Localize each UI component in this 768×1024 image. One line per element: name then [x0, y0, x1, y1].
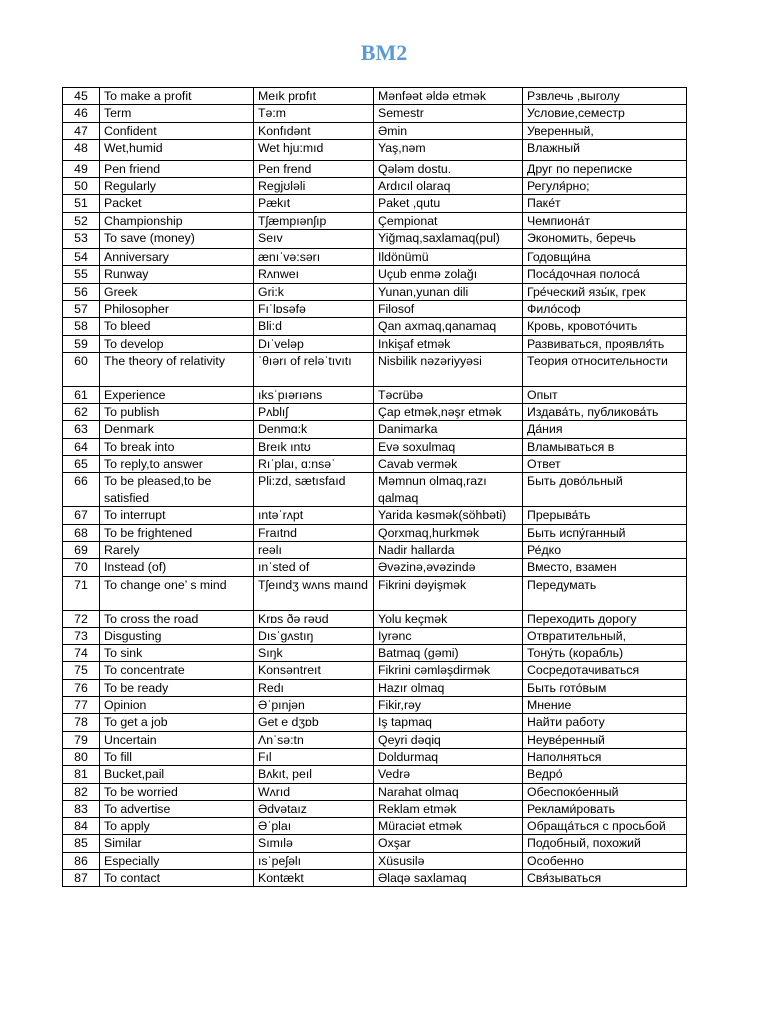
table-row — [63, 645, 687, 662]
azerbaijani-translation-cell: Narahat olmaq — [374, 783, 523, 800]
table-row — [63, 662, 687, 679]
transcription-cell: Pʌblıʃ — [254, 404, 374, 421]
vocabulary-table-body — [63, 88, 687, 887]
russian-translation-cell: Реклами́ровать — [523, 800, 687, 817]
transcription-cell: Denmɑ:k — [254, 421, 374, 438]
azerbaijani-translation-cell: Məmnun olmaq,razı qalmaq — [374, 473, 523, 507]
english-term-cell: Greek — [100, 283, 254, 300]
table-row — [63, 714, 687, 731]
english-term-cell: Denmark — [100, 421, 254, 438]
russian-translation-cell: Передумать — [523, 576, 687, 610]
transcription-cell: Sımılə — [254, 835, 374, 852]
row-number-cell: 68 — [63, 524, 100, 541]
russian-translation-cell: Отвратительный, — [523, 627, 687, 644]
russian-translation-cell: Вместо, взамен — [523, 559, 687, 576]
transcription-cell: ınˈsted of — [254, 559, 374, 576]
row-number-cell: 85 — [63, 835, 100, 852]
row-number-cell: 77 — [63, 697, 100, 714]
row-number-cell: 56 — [63, 283, 100, 300]
row-number-cell: 47 — [63, 122, 100, 139]
row-number-cell: 59 — [63, 335, 100, 352]
table-row — [63, 266, 687, 283]
transcription-cell: Get e dʒɒb — [254, 714, 374, 731]
russian-translation-cell: Развиваться, проявля́ть — [523, 335, 687, 352]
azerbaijani-translation-cell: Cavab vermək — [374, 456, 523, 473]
russian-translation-cell: Гре́ческий язы́к, грек — [523, 283, 687, 300]
azerbaijani-translation-cell: Fikrini cəmləşdirmək — [374, 662, 523, 679]
transcription-cell: ısˈpeʃəlı — [254, 852, 374, 869]
azerbaijani-translation-cell: Əmin — [374, 122, 523, 139]
table-row — [63, 404, 687, 421]
transcription-cell: Wʌrıd — [254, 783, 374, 800]
azerbaijani-translation-cell: Qələm dostu. — [374, 160, 523, 177]
table-row — [63, 783, 687, 800]
transcription-cell: Əˈplaı — [254, 818, 374, 835]
table-row — [63, 300, 687, 317]
english-term-cell: To reply,to answer — [100, 456, 254, 473]
azerbaijani-translation-cell: Əlaqə saxlamaq — [374, 869, 523, 886]
transcription-cell: Seıv — [254, 230, 374, 249]
english-term-cell: To get a job — [100, 714, 254, 731]
azerbaijani-translation-cell: Yarida kəsmək(söhbəti) — [374, 507, 523, 524]
table-row — [63, 697, 687, 714]
row-number-cell: 76 — [63, 679, 100, 696]
transcription-cell: Pækıt — [254, 195, 374, 212]
row-number-cell: 74 — [63, 645, 100, 662]
table-row — [63, 576, 687, 610]
transcription-cell: Fıˈlɒsəfə — [254, 300, 374, 317]
table-row — [63, 627, 687, 644]
transcription-cell: ˈθıərı of reləˈtıvıtı — [254, 352, 374, 386]
english-term-cell: To sink — [100, 645, 254, 662]
english-term-cell: To develop — [100, 335, 254, 352]
azerbaijani-translation-cell: Təcrübə — [374, 386, 523, 403]
table-row — [63, 283, 687, 300]
table-row — [63, 249, 687, 266]
russian-translation-cell: Обраща́ться с просьбой — [523, 818, 687, 835]
table-row — [63, 869, 687, 886]
table-row — [63, 507, 687, 524]
table-row — [63, 818, 687, 835]
russian-translation-cell: Рзвлечь ,выголу — [523, 88, 687, 105]
english-term-cell: Pen friend — [100, 160, 254, 177]
english-term-cell: Regularly — [100, 178, 254, 195]
english-term-cell: To save (money) — [100, 230, 254, 249]
transcription-cell: Redı — [254, 679, 374, 696]
russian-translation-cell: Подобный, похожий — [523, 835, 687, 852]
transcription-cell: Breık ıntʊ — [254, 438, 374, 455]
row-number-cell: 72 — [63, 610, 100, 627]
english-term-cell: To interrupt — [100, 507, 254, 524]
english-term-cell: Philosopher — [100, 300, 254, 317]
row-number-cell: 81 — [63, 766, 100, 783]
azerbaijani-translation-cell: Çap etmək,nəşr etmək — [374, 404, 523, 421]
english-term-cell: Term — [100, 105, 254, 122]
russian-translation-cell: Теория относительности — [523, 352, 687, 386]
azerbaijani-translation-cell: Danimarka — [374, 421, 523, 438]
row-number-cell: 78 — [63, 714, 100, 731]
transcription-cell: Konsəntreıt — [254, 662, 374, 679]
english-term-cell: Rarely — [100, 541, 254, 558]
row-number-cell: 55 — [63, 266, 100, 283]
russian-translation-cell: Паке́т — [523, 195, 687, 212]
azerbaijani-translation-cell: Yiğmaq,saxlamaq(pul) — [374, 230, 523, 249]
russian-translation-cell: Регуля́рно; — [523, 178, 687, 195]
english-term-cell: To be worried — [100, 783, 254, 800]
transcription-cell: Rıˈplaı, ɑ:nsəˈ — [254, 456, 374, 473]
english-term-cell: Opinion — [100, 697, 254, 714]
table-row — [63, 835, 687, 852]
row-number-cell: 61 — [63, 386, 100, 403]
row-number-cell: 82 — [63, 783, 100, 800]
table-row — [63, 160, 687, 177]
row-number-cell: 87 — [63, 869, 100, 886]
russian-translation-cell: Ответ — [523, 456, 687, 473]
table-row — [63, 195, 687, 212]
table-row — [63, 386, 687, 403]
transcription-cell: Bli:d — [254, 318, 374, 335]
table-row — [63, 88, 687, 105]
table-row — [63, 731, 687, 748]
english-term-cell: To apply — [100, 818, 254, 835]
english-term-cell: Experience — [100, 386, 254, 403]
row-number-cell: 65 — [63, 456, 100, 473]
azerbaijani-translation-cell: Hazır olmaq — [374, 679, 523, 696]
english-term-cell: Championship — [100, 212, 254, 229]
row-number-cell: 64 — [63, 438, 100, 455]
azerbaijani-translation-cell: Nadir hallarda — [374, 541, 523, 558]
azerbaijani-translation-cell: Semestr — [374, 105, 523, 122]
english-term-cell: The theory of relativity — [100, 352, 254, 386]
azerbaijani-translation-cell: Qeyri dəqiq — [374, 731, 523, 748]
table-row — [63, 559, 687, 576]
row-number-cell: 45 — [63, 88, 100, 105]
transcription-cell: Ədvətaız — [254, 800, 374, 817]
russian-translation-cell: Быть гото́вым — [523, 679, 687, 696]
azerbaijani-translation-cell: Iş tapmaq — [374, 714, 523, 731]
russian-translation-cell: Особенно — [523, 852, 687, 869]
table-row — [63, 212, 687, 229]
english-term-cell: Anniversary — [100, 249, 254, 266]
azerbaijani-translation-cell: Xüsusilə — [374, 852, 523, 869]
transcription-cell: Pen frend — [254, 160, 374, 177]
russian-translation-cell: Фило́соф — [523, 300, 687, 317]
transcription-cell: Pli:zd, sætısfaıd — [254, 473, 374, 507]
row-number-cell: 66 — [63, 473, 100, 507]
azerbaijani-translation-cell: Paket ,qutu — [374, 195, 523, 212]
table-row — [63, 800, 687, 817]
russian-translation-cell: Мнение — [523, 697, 687, 714]
azerbaijani-translation-cell: Inkişaf etmək — [374, 335, 523, 352]
table-row — [63, 473, 687, 507]
table-row — [63, 766, 687, 783]
row-number-cell: 51 — [63, 195, 100, 212]
english-term-cell: To cross the road — [100, 610, 254, 627]
azerbaijani-translation-cell: Nisbilik nəzəriyyəsi — [374, 352, 523, 386]
english-term-cell: Similar — [100, 835, 254, 852]
english-term-cell: To be frightened — [100, 524, 254, 541]
azerbaijani-translation-cell: Fikir,rəy — [374, 697, 523, 714]
transcription-cell: Gri:k — [254, 283, 374, 300]
azerbaijani-translation-cell: Iyrənc — [374, 627, 523, 644]
row-number-cell: 70 — [63, 559, 100, 576]
english-term-cell: Runway — [100, 266, 254, 283]
english-term-cell: To change one’ s mind — [100, 576, 254, 610]
russian-translation-cell: Прерыва́ть — [523, 507, 687, 524]
row-number-cell: 86 — [63, 852, 100, 869]
transcription-cell: Tʃæmpıənʃıp — [254, 212, 374, 229]
azerbaijani-translation-cell: Mənfəət əldə etmək — [374, 88, 523, 105]
table-row — [63, 438, 687, 455]
azerbaijani-translation-cell: Fikrini dəyişmək — [374, 576, 523, 610]
row-number-cell: 84 — [63, 818, 100, 835]
russian-translation-cell: Быть испу́ганный — [523, 524, 687, 541]
transcription-cell: Krɒs ðə rəʊd — [254, 610, 374, 627]
row-number-cell: 52 — [63, 212, 100, 229]
transcription-cell: Meık prɒfıt — [254, 88, 374, 105]
row-number-cell: 83 — [63, 800, 100, 817]
transcription-cell: Kontækt — [254, 869, 374, 886]
azerbaijani-translation-cell: Qan axmaq,qanamaq — [374, 318, 523, 335]
azerbaijani-translation-cell: Filosof — [374, 300, 523, 317]
table-row — [63, 318, 687, 335]
azerbaijani-translation-cell: Reklam etmək — [374, 800, 523, 817]
russian-translation-cell: Да́ния — [523, 421, 687, 438]
azerbaijani-translation-cell: Yunan,yunan dili — [374, 283, 523, 300]
azerbaijani-translation-cell: Əvəzinə,əvəzində — [374, 559, 523, 576]
azerbaijani-translation-cell: Müraciət etmək — [374, 818, 523, 835]
russian-translation-cell: Тону́ть (корабль) — [523, 645, 687, 662]
table-row — [63, 679, 687, 696]
table-row — [63, 335, 687, 352]
vocabulary-table — [62, 87, 687, 887]
transcription-cell: Tʃeındʒ wʌns maınd — [254, 576, 374, 610]
row-number-cell: 63 — [63, 421, 100, 438]
russian-translation-cell: Издава́ть, публикова́ть — [523, 404, 687, 421]
row-number-cell: 69 — [63, 541, 100, 558]
table-row — [63, 852, 687, 869]
english-term-cell: To be pleased,to be satisfied — [100, 473, 254, 507]
row-number-cell: 62 — [63, 404, 100, 421]
row-number-cell: 71 — [63, 576, 100, 610]
english-term-cell: To concentrate — [100, 662, 254, 679]
russian-translation-cell: Быть дово́льный — [523, 473, 687, 507]
transcription-cell: Bʌkıt, peıl — [254, 766, 374, 783]
russian-translation-cell: Сосредотачиваться — [523, 662, 687, 679]
row-number-cell: 60 — [63, 352, 100, 386]
azerbaijani-translation-cell: Oxşar — [374, 835, 523, 852]
russian-translation-cell: Кровь, кровото́чить — [523, 318, 687, 335]
transcription-cell: Fraıtnd — [254, 524, 374, 541]
russian-translation-cell: Уверенный, — [523, 122, 687, 139]
english-term-cell: Bucket,pail — [100, 766, 254, 783]
russian-translation-cell: Ре́дко — [523, 541, 687, 558]
russian-translation-cell: Свя́зываться — [523, 869, 687, 886]
russian-translation-cell: Ведро́ — [523, 766, 687, 783]
english-term-cell: To make a profit — [100, 88, 254, 105]
row-number-cell: 67 — [63, 507, 100, 524]
row-number-cell: 54 — [63, 249, 100, 266]
transcription-cell: reəlı — [254, 541, 374, 558]
row-number-cell: 48 — [63, 139, 100, 160]
russian-translation-cell: Условие,семестр — [523, 105, 687, 122]
azerbaijani-translation-cell: Evə soxulmaq — [374, 438, 523, 455]
russian-translation-cell: Переходить дорогу — [523, 610, 687, 627]
transcription-cell: Tə:m — [254, 105, 374, 122]
azerbaijani-translation-cell: Çempionat — [374, 212, 523, 229]
row-number-cell: 49 — [63, 160, 100, 177]
russian-translation-cell: Неуве́ренный — [523, 731, 687, 748]
table-row — [63, 610, 687, 627]
russian-translation-cell: Влажный — [523, 139, 687, 160]
table-row — [63, 122, 687, 139]
table-row — [63, 748, 687, 765]
russian-translation-cell: Наполняться — [523, 748, 687, 765]
row-number-cell: 53 — [63, 230, 100, 249]
russian-translation-cell: Найти работу — [523, 714, 687, 731]
russian-translation-cell: Экономить, беречь — [523, 230, 687, 249]
english-term-cell: To fill — [100, 748, 254, 765]
table-row — [63, 524, 687, 541]
transcription-cell: Rʌnweı — [254, 266, 374, 283]
azerbaijani-translation-cell: Vedrə — [374, 766, 523, 783]
table-row — [63, 352, 687, 386]
english-term-cell: Confident — [100, 122, 254, 139]
russian-translation-cell: Опыт — [523, 386, 687, 403]
english-term-cell: Packet — [100, 195, 254, 212]
row-number-cell: 75 — [63, 662, 100, 679]
row-number-cell: 57 — [63, 300, 100, 317]
table-row — [63, 456, 687, 473]
table-row — [63, 178, 687, 195]
english-term-cell: To advertise — [100, 800, 254, 817]
transcription-cell: ıntəˈrʌpt — [254, 507, 374, 524]
transcription-cell: Wet hju:mıd — [254, 139, 374, 160]
english-term-cell: Wet,humid — [100, 139, 254, 160]
english-term-cell: Especially — [100, 852, 254, 869]
transcription-cell: Dıˈveləp — [254, 335, 374, 352]
azerbaijani-translation-cell: Qorxmaq,hurkmək — [374, 524, 523, 541]
row-number-cell: 46 — [63, 105, 100, 122]
russian-translation-cell: Вламываться в — [523, 438, 687, 455]
table-row — [63, 105, 687, 122]
russian-translation-cell: Обеспоко́енный — [523, 783, 687, 800]
row-number-cell: 79 — [63, 731, 100, 748]
transcription-cell: Fıl — [254, 748, 374, 765]
transcription-cell: Konfıdənt — [254, 122, 374, 139]
english-term-cell: Disgusting — [100, 627, 254, 644]
row-number-cell: 73 — [63, 627, 100, 644]
table-row — [63, 541, 687, 558]
english-term-cell: To contact — [100, 869, 254, 886]
table-row — [63, 139, 687, 160]
azerbaijani-translation-cell: Batmaq (gəmi) — [374, 645, 523, 662]
table-row — [63, 230, 687, 249]
transcription-cell: Sıŋk — [254, 645, 374, 662]
russian-translation-cell: Поса́дочная полоса́ — [523, 266, 687, 283]
english-term-cell: Uncertain — [100, 731, 254, 748]
russian-translation-cell: Годовщи́на — [523, 249, 687, 266]
english-term-cell: To publish — [100, 404, 254, 421]
russian-translation-cell: Чемпиона́т — [523, 212, 687, 229]
transcription-cell: Regjʊləli — [254, 178, 374, 195]
azerbaijani-translation-cell: Yolu keçmək — [374, 610, 523, 627]
azerbaijani-translation-cell: Yaş,nəm — [374, 139, 523, 160]
transcription-cell: ıksˈpıərıəns — [254, 386, 374, 403]
table-row — [63, 421, 687, 438]
russian-translation-cell: Друг по переписке — [523, 160, 687, 177]
transcription-cell: Əˈpınjən — [254, 697, 374, 714]
english-term-cell: To break into — [100, 438, 254, 455]
row-number-cell: 50 — [63, 178, 100, 195]
english-term-cell: To be ready — [100, 679, 254, 696]
transcription-cell: Dısˈgʌstıŋ — [254, 627, 374, 644]
transcription-cell: Ʌnˈsə:tn — [254, 731, 374, 748]
english-term-cell: To bleed — [100, 318, 254, 335]
row-number-cell: 80 — [63, 748, 100, 765]
english-term-cell: Instead (of) — [100, 559, 254, 576]
azerbaijani-translation-cell: Doldurmaq — [374, 748, 523, 765]
azerbaijani-translation-cell: Ildönümü — [374, 249, 523, 266]
azerbaijani-translation-cell: Ardıcıl olaraq — [374, 178, 523, 195]
azerbaijani-translation-cell: Uçub enmə zolağı — [374, 266, 523, 283]
page-title: BM2 — [360, 40, 408, 65]
row-number-cell: 58 — [63, 318, 100, 335]
transcription-cell: ænıˈvə:sərı — [254, 249, 374, 266]
